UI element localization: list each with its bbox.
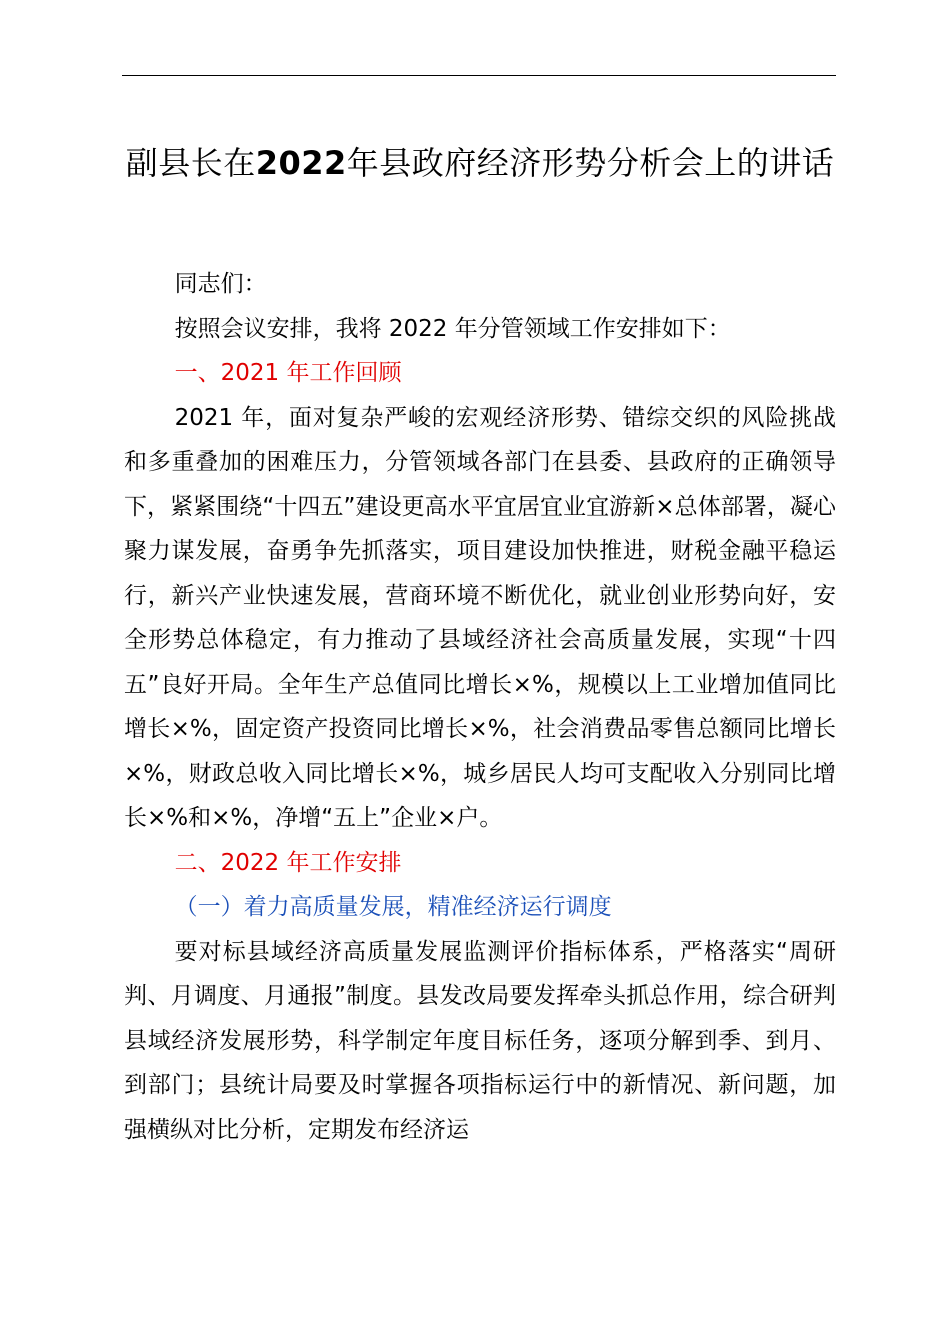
section1-heading: 一、2021 年工作回顾 [174, 360, 402, 386]
title-part1: 副县长在 [125, 144, 256, 182]
section2-heading: 二、2022 年工作安排 [174, 849, 402, 876]
subsection1-heading: （一）着力高质量发展，精准经济运行调度 [174, 894, 612, 920]
document-title [110, 138, 850, 188]
section1-paragraph: 2021 年，面对复杂严峻的宏观经济形势、错综交织的风险挑战和多重叠加的困难压力，分管领域各部门在县委、县政府的正确领导下，紧紧围绕“十四五”建设更高水平宜居宜业宜游新×总体部署，凝心聚力谋发展，奋勇争先抓落实，项目建设加快推进，财税金融平稳运行，新兴产业快速发展，营商环境不断优化，就业创业形势向好，安全形势总体稳定，有力推动了县域经济社会高质量发展，实现“十四五”良好开局。全年生产总值同比增长×%，规模以上工业增加值同比增长×%，固定资产投资同比增长×%，社会消费品零售总额同比增长×%，财政总收入同比增长×%，城乡居民人均可支配收入分别同比增长×%和×%，净增“五上”企业×户。 [124, 404, 836, 831]
subsection1-paragraph: 要对标县域经济高质量发展监测评价指标体系，严格落实“周研判、月调度、月通报”制度。县发改局要发挥牵头抓总作用，综合研判县域经济发展形势，科学制定年度目标任务，逐项分解到季、到月、到部门；县统计局要及时掌握各项指标运行中的新情况、新问题，加强横纵对比分析，定期发布经济运 [124, 938, 836, 1143]
header-rule [122, 75, 836, 76]
title-year: 2022 [255, 144, 347, 182]
document-body [124, 262, 836, 1152]
intro-paragraph: 按照会议安排，我将 2022 年分管领域工作安排如下： [174, 315, 731, 342]
title-part2: 年县政府经济形势分析会上的讲话 [346, 144, 835, 182]
salutation: 同志们： [174, 271, 267, 297]
